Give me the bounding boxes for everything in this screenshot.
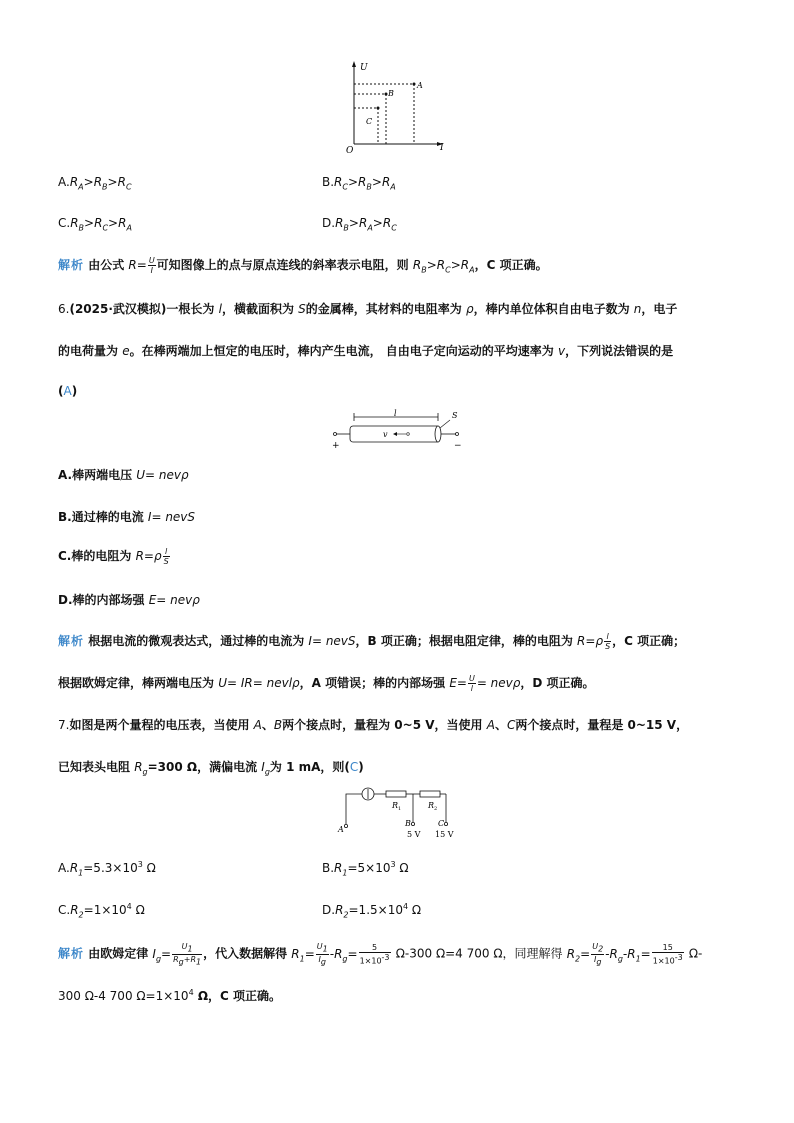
rod-figure [328,408,468,452]
point-b-label: B [388,89,394,98]
q7-option-c: $C.R_2=1\times 10^4$ Ω [58,902,145,920]
q6-answer: A [63,384,72,398]
q7-analysis-line2: 300 Ω-4 700 $\Omega=1\times 10^4$ Ω，C 项正确。 [58,988,282,1003]
q7-option-b: $B.R_1=5\times 10^3$ Ω [322,860,409,878]
rod-area-label: S [452,411,458,420]
resistor-r2-icon [420,791,440,797]
q5-option-c: $C.R_B>R_C>R_A$ [58,216,132,233]
q5-option-d: $D.R_B>R_A>R_C$ [322,216,397,233]
resistor-r1-icon [386,791,406,797]
axis-u-label: U [360,63,368,73]
range-15v-label: 15 V [435,830,454,839]
q6-analysis-line1: 解析 根据电流的微观表达式，通过棒的电流为 I= nevS，B 项正确；根据电阻定律，棒的电阻为 R=ρ $\frac{l}{S}$ ，C 项正确； [58,632,686,651]
minus-terminal: − [454,441,462,451]
q5-option-a: $A.R_A>R_B>R_C$ [58,175,132,192]
terminal-b-label: B [405,819,411,828]
terminal-c-label: C [438,819,445,828]
velocity-label: v [383,430,388,439]
point-c-label: C [366,117,373,126]
q7-stem-line1: 7.如图是两个量程的电压表，当使用 A、B两个接点时，量程为 0~5 V，当使用 A、C两个接点时，量程是 0~15 V， [58,718,689,732]
q6-option-c: C.棒的电阻为 R=ρ $\frac{l}{S}$ [58,547,169,566]
r2-subscript: 2 [434,806,438,812]
q7-stem-line2: 已知表头电阻 $R_g=300$ Ω，满偏电流 $I_g$为 1 mA，则(C) [58,760,364,777]
r1-label: R [392,801,399,810]
r1-subscript: 1 [398,806,402,812]
origin-label: O [346,146,354,156]
analysis-tag: 解析 [58,258,85,272]
axis-i-label: I [440,143,444,153]
voltmeter-circuit [334,786,464,842]
q6-stem-line3: (A) [58,384,78,398]
q6-option-d: D.棒的内部场强 E= nevρ [58,593,200,607]
q7-analysis-line1: 解析 由欧姆定律 $I_g=$ $\frac{U_1}{R_g+R_1}$ ，代入数据解得 $R_1=$ $\frac{U_1}{I_g}$ $-R_g=$ $\frac{5}{1\times 10^{-3}}$ Ω-300 Ω=4 700 Ω，同理解得 $R_2=$ $\frac{U_2}{I_g}$ $-R_g-R_1=$ $\frac{15}{1\times 10^{-3}}$ Ω- [58,942,703,967]
point-a [413,83,416,86]
q6-option-a: A.棒两端电压 U= nevρ [58,468,189,482]
point-a-label: A [417,81,423,90]
q7-option-d: $D.R_2=1.5\times 10^4$ Ω [322,902,422,920]
range-5v-label: 5 V [407,830,421,839]
q6-stem-line2: 的电荷量为 e。在棒两端加上恒定的电压时，棒内产生电流， 自由电子定向运动的平均速率为 v，下列说法错误的是 [58,344,674,358]
q6-analysis-line2: 根据欧姆定律，棒两端电压为 U= IR= nevlρ，A 项错误；棒的内部场强 E= $\frac{U}{l}$ = nevρ，D 项正确。 [58,674,595,693]
point-c [377,107,380,110]
analysis-tag: 解析 [58,946,85,961]
q5-analysis: 解析 由公式 R= $\frac{U}{I}$ 可知图像上的点与原点连线的斜率表示电阻，则 $R_B>R_C>R_A$，C 项正确。 [58,256,548,275]
q7-option-a: $A.R_1=5.3\times 10^3$ Ω [58,860,156,878]
rod-length-label: l [394,409,397,418]
q6-stem-line1: 6.(2025·武汉模拟)一根长为 l，横截面积为 S的金属棒，其材料的电阻率为 ρ，棒内单位体积自由电子数为 n，电子 [58,302,678,316]
q6-option-b: B.通过棒的电流 I= nevS [58,510,196,524]
r2-label: R [428,801,435,810]
plus-terminal: + [332,441,340,451]
q7-answer: C [349,760,359,774]
terminal-a-label: A [338,825,344,834]
q5-option-b: $B.R_C>R_B>R_A$ [322,175,396,192]
u-i-graph [340,58,450,156]
analysis-tag: 解析 [58,634,85,648]
